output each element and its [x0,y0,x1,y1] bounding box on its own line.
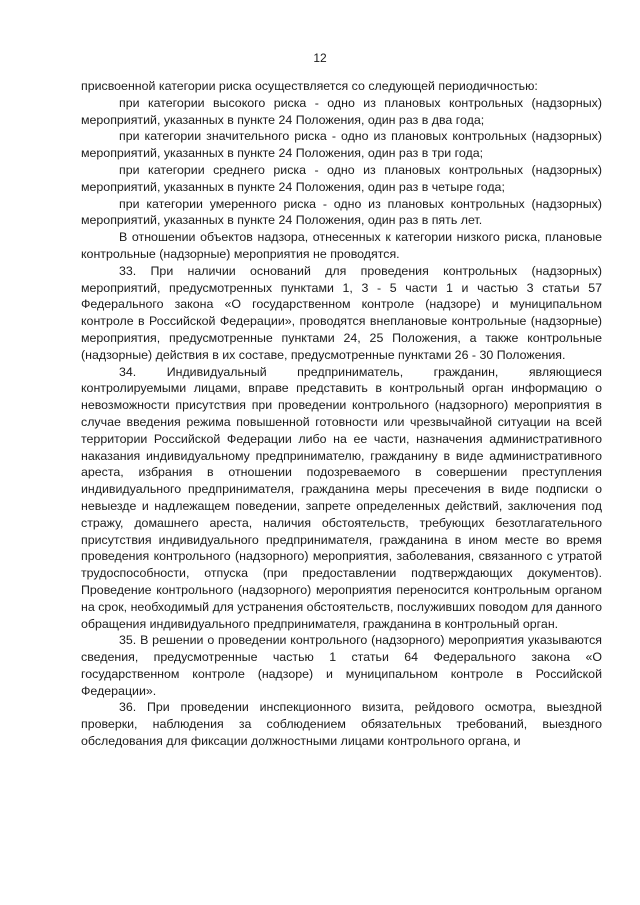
paragraph-clause-35: 35. В решении о проведении контрольного (надзорного) мероприятия указываются сведения, предусмотренные частью 1 статьи 64 Федерального закона «О государственном контроле (надзоре) и муниципальном контроле в Российской Федерации». [81,633,602,698]
paragraph-low-risk: В отношении объектов надзора, отнесенных к категории низкого риска, плановые контрольные (надзорные) мероприятия не проводятся. [81,230,602,261]
page-number: 12 [313,51,327,65]
paragraph-clause-33: 33. При наличии оснований для проведения контрольных (надзорных) мероприятий, предусмотренных пунктами 1, 3 - 5 части 1 и частью 3 статьи 57 Федерального закона «О государственном контроле (надзоре) и муниципальном контроле в Российской Федерации», проводятся внеплановые контрольные (надзорные) мероприятия, предусмотренные пунктами 24, 25 Положения, а также контрольные (надзорные) действия в их составе, предусмотренные пунктами 26 - 30 Положения. [81,263,602,362]
paragraph-moderate-risk: при категории умеренного риска - одно из плановых контрольных (надзорных) мероприятий, указанных в пункте 24 Положения, один раз в пять лет. [81,196,602,228]
document-body [81,78,602,750]
paragraph-clause-36: 36. При проведении инспекционного визита, рейдового осмотра, выездной проверки, наблюдения за соблюдением обязательных требований, выездного обследования для фиксации должностными лицами контрольного органа, и [81,700,602,749]
paragraph-clause-34: 34. Индивидуальный предприниматель, гражданин, являющиеся контролируемыми лицами, вправе представить в контрольный орган информацию о невозможности присутствия при проведении контрольного (надзорного) мероприятия в случае введения режима повышенной готовности или чрезвычайной ситуации на всей территории Российской Федерации либо на ее части, назначения административного наказания индивидуальному предпринимателю, гражданину в виде административного ареста, избрания в отношении подозреваемого в совершении преступления индивидуального предпринимателя, гражданина меры пресечения в виде подписки о невыезде и надлежащем поведении, запрете определенных действий, заключения под стражу, домашнего ареста, наличия обстоятельств, требующих безотлагательного присутствия индивидуального предпринимателя, гражданина в ином месте во время проведения контрольного (надзорного) мероприятия, заболевания, связанного с утратой трудоспособности, отпуска (при предоставлении подтверждающих документов). Проведение контрольного (надзорного) мероприятия переносится контрольным органом на срок, необходимый для устранения обстоятельств, послуживших поводом для данного обращения индивидуального предпринимателя, гражданина в контрольный орган. [81,364,602,631]
paragraph-high-risk: при категории высокого риска - одно из плановых контрольных (надзорных) мероприятий, указанных в пункте 24 Положения, один раз в два года; [81,95,602,127]
paragraph-significant-risk: при категории значительного риска - одно из плановых контрольных (надзорных) мероприятий, указанных в пункте 24 Положения, один раз в три года; [81,129,602,161]
paragraph-intro: присвоенной категории риска осуществляется со следующей периодичностью: [81,79,538,93]
paragraph-medium-risk: при категории среднего риска - одно из плановых контрольных (надзорных) мероприятий, указанных в пункте 24 Положения, один раз в четыре года; [81,162,602,194]
